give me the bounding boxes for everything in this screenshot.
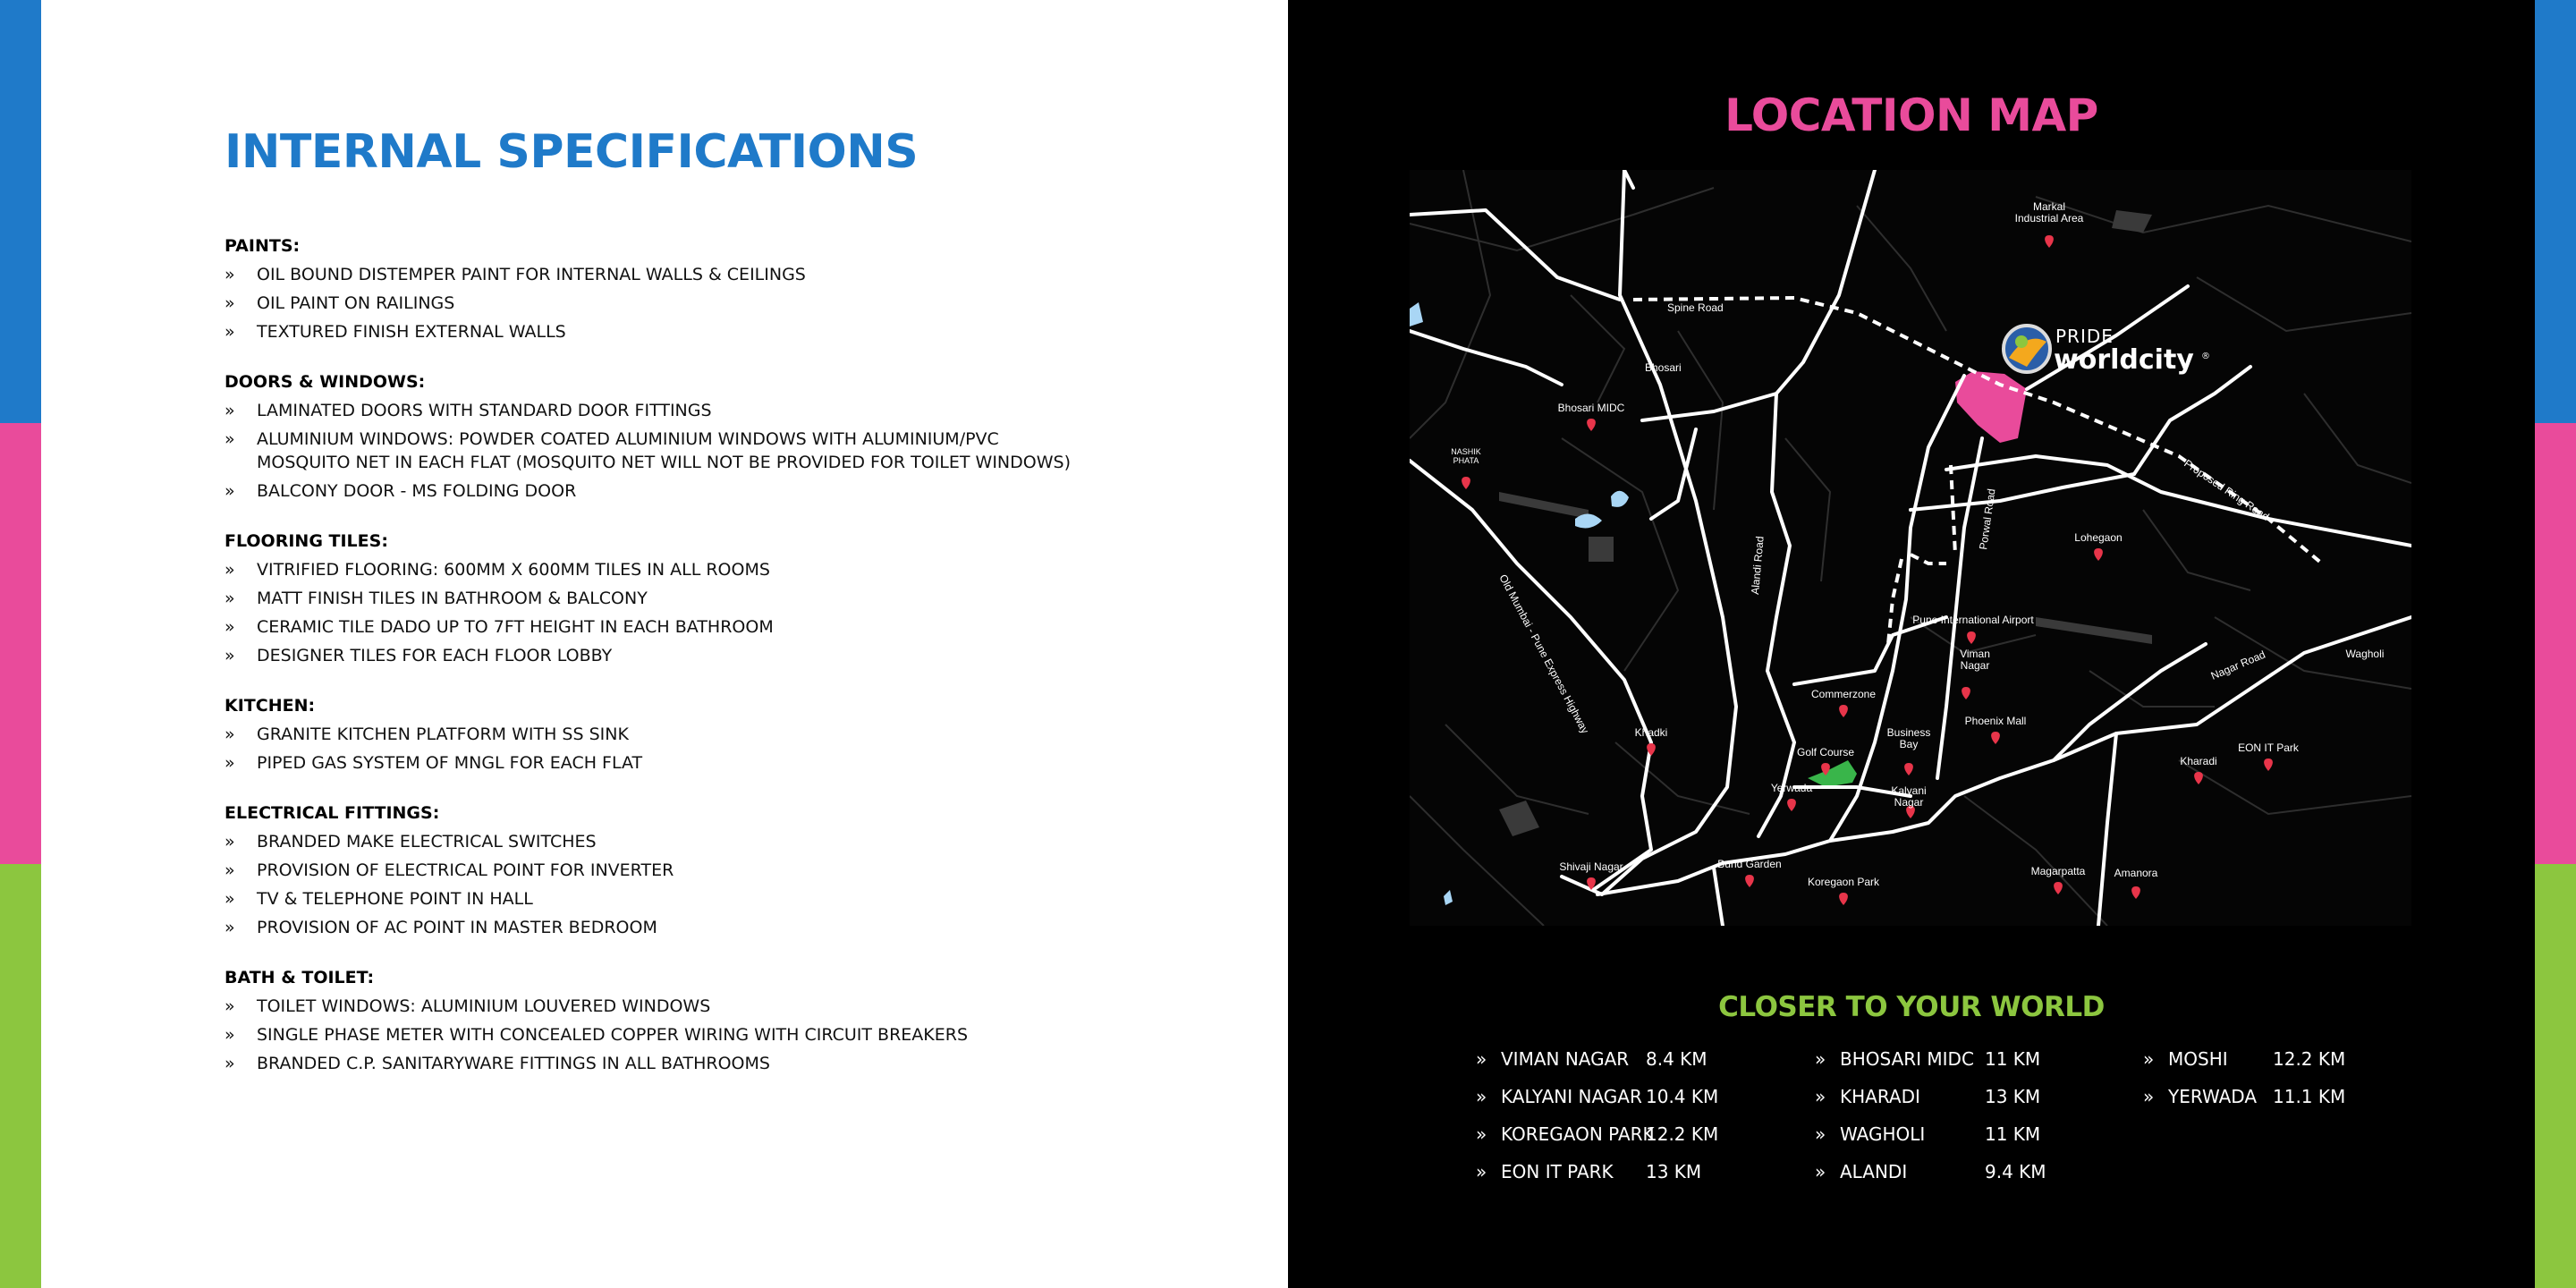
bullet-icon: » xyxy=(225,401,235,420)
closer-to-your-world-title: CLOSER TO YOUR WORLD xyxy=(1718,991,2105,1023)
place-label-viman: Viman Nagar xyxy=(1960,648,1990,672)
bullet-icon: » xyxy=(225,918,235,937)
spec-item-text: LAMINATED DOORS WITH STANDARD DOOR FITTINGS xyxy=(257,401,712,420)
alandi-road-label: Alandi Road xyxy=(1749,535,1767,596)
spec-item-text: TEXTURED FINISH EXTERNAL WALLS xyxy=(257,322,566,342)
bullet-icon: » xyxy=(225,560,235,580)
spec-item xyxy=(225,1023,1208,1046)
place-label-shivaji: Shivaji Nagar xyxy=(1559,860,1623,873)
bullet-icon: » xyxy=(225,753,235,773)
bullet-icon: » xyxy=(225,1054,235,1073)
place-label-bhosari-midc: Bhosari MIDC xyxy=(1557,402,1625,414)
distance-value: 11 KM xyxy=(1985,1123,2041,1145)
place-label-bund: Bund Garden xyxy=(1717,858,1782,870)
distance-place-name: KHARADI xyxy=(1840,1086,1920,1107)
location-map-title: LOCATION MAP xyxy=(1724,89,2098,141)
place-label-commerzone: Commerzone xyxy=(1810,688,1877,700)
old-mumbai-highway-label: Old Mumbai - Pune Express Highway xyxy=(1496,572,1592,736)
spec-item-text: BALCONY DOOR - MS FOLDING DOOR xyxy=(257,481,577,501)
distance-item xyxy=(1476,1085,1719,1108)
spine-road-label: Spine Road xyxy=(1667,301,1724,314)
spec-item xyxy=(225,320,1208,343)
distance-item xyxy=(1476,1123,1719,1146)
bullet-icon: » xyxy=(225,832,235,852)
spec-section-heading: ELECTRICAL FITTINGS: xyxy=(225,803,440,823)
spec-item xyxy=(225,1052,1208,1075)
distance-value: 8.4 KM xyxy=(1646,1048,1707,1070)
left-pink-bar xyxy=(0,423,41,864)
spec-item xyxy=(225,887,1208,911)
place-label-business-bay: Business Bay xyxy=(1886,726,1931,750)
spec-item-text: OIL PAINT ON RAILINGS xyxy=(257,293,455,313)
right-pink-bar xyxy=(2535,423,2576,864)
distance-place-name: MOSHI xyxy=(2168,1048,2228,1070)
distance-place-name: BHOSARI MIDC xyxy=(1840,1048,1974,1070)
spec-section xyxy=(225,694,1208,775)
distance-value: 13 KM xyxy=(1646,1161,1702,1182)
location-page xyxy=(1288,0,2535,1288)
distance-value: 12.2 KM xyxy=(2273,1048,2346,1070)
left-blue-bar xyxy=(0,0,41,423)
place-label-nashik: NASHIK PHATA xyxy=(1451,447,1481,465)
bullet-icon: » xyxy=(2143,1086,2155,1107)
distance-value: 11 KM xyxy=(1985,1048,2041,1070)
bullet-icon: » xyxy=(225,1025,235,1045)
spec-item-text: BRANDED C.P. SANITARYWARE FITTINGS IN ALL BATHROOMS xyxy=(257,1054,770,1073)
bullet-icon: » xyxy=(225,265,235,284)
spec-item xyxy=(225,587,1208,610)
distance-place-name: KALYANI NAGAR xyxy=(1501,1086,1642,1107)
distance-item xyxy=(1815,1160,2046,1183)
place-label-bhosari: Bhosari xyxy=(1645,361,1682,374)
bullet-icon: » xyxy=(1815,1048,1826,1070)
distance-place-name: VIMAN NAGAR xyxy=(1501,1048,1630,1070)
distance-value: 10.4 KM xyxy=(1646,1086,1719,1107)
spec-section xyxy=(225,801,1208,939)
distance-item xyxy=(1476,1047,1707,1071)
place-label-airport: Pune International Airport xyxy=(1912,614,2034,626)
place-label-lohegaon: Lohegaon xyxy=(2074,531,2123,544)
spec-item-text: SINGLE PHASE METER WITH CONCEALED COPPER WIRING WITH CIRCUIT BREAKERS xyxy=(257,1025,969,1045)
spec-item-text: PROVISION OF ELECTRICAL POINT FOR INVERTER xyxy=(257,860,674,880)
distance-place-name: WAGHOLI xyxy=(1840,1123,1926,1145)
place-label-kalyani: Kalyani Nagar xyxy=(1891,784,1927,809)
spec-section xyxy=(225,234,1208,343)
spec-item-text: OIL BOUND DISTEMPER PAINT FOR INTERNAL WALLS & CEILINGS xyxy=(257,265,806,284)
spec-item-text: PROVISION OF AC POINT IN MASTER BEDROOM xyxy=(257,918,657,937)
globe-highlight-icon xyxy=(2015,335,2028,348)
distance-item xyxy=(1815,1085,2041,1108)
spec-item-text: TOILET WINDOWS: ALUMINIUM LOUVERED WINDOWS xyxy=(257,996,711,1016)
place-label-yerwada: Yerwada xyxy=(1770,782,1813,794)
spec-item xyxy=(225,292,1208,315)
spec-section xyxy=(225,370,1208,503)
distance-item xyxy=(1815,1123,2041,1146)
spec-item xyxy=(225,830,1208,853)
bullet-icon: » xyxy=(1476,1048,1487,1070)
bullet-icon: » xyxy=(225,889,235,909)
distance-item xyxy=(2143,1047,2346,1071)
distance-place-name: EON IT PARK xyxy=(1501,1161,1614,1182)
distance-item xyxy=(2143,1085,2346,1108)
spec-item-text: CERAMIC TILE DADO UP TO 7FT HEIGHT IN EACH BATHROOM xyxy=(257,617,774,637)
left-green-bar xyxy=(0,864,41,1288)
spec-item xyxy=(225,558,1208,581)
place-label-markal: Markal Industrial Area xyxy=(2014,200,2084,225)
spec-item-text: GRANITE KITCHEN PLATFORM WITH SS SINK xyxy=(257,724,629,744)
spec-item xyxy=(225,428,1208,474)
spec-item-text: VITRIFIED FLOORING: 600MM X 600MM TILES IN ALL ROOMS xyxy=(257,560,770,580)
specifications-page xyxy=(41,0,1288,1288)
bullet-icon: » xyxy=(1476,1161,1487,1182)
bullet-icon: » xyxy=(1476,1123,1487,1145)
spec-item xyxy=(225,479,1208,503)
bullet-icon: » xyxy=(225,322,235,342)
spec-item xyxy=(225,751,1208,775)
specifications-title: INTERNAL SPECIFICATIONS xyxy=(225,125,919,179)
distance-value: 12.2 KM xyxy=(1646,1123,1719,1145)
bullet-icon: » xyxy=(225,293,235,313)
distance-item xyxy=(1815,1047,2041,1071)
bullet-icon: » xyxy=(225,429,235,449)
place-label-kharadi: Kharadi xyxy=(2180,755,2217,767)
spec-section xyxy=(225,966,1208,1075)
right-blue-bar xyxy=(2535,0,2576,423)
right-green-bar xyxy=(2535,864,2576,1288)
bullet-icon: » xyxy=(225,589,235,608)
place-label-wagholi: Wagholi xyxy=(2345,648,2385,660)
spec-item xyxy=(225,916,1208,939)
distance-value: 11.1 KM xyxy=(2273,1086,2346,1107)
bullet-icon: » xyxy=(225,724,235,744)
specifications-list xyxy=(225,234,1208,1102)
bullet-icon: » xyxy=(2143,1048,2155,1070)
bullet-icon: » xyxy=(225,860,235,880)
spec-item-text: DESIGNER TILES FOR EACH FLOOR LOBBY xyxy=(257,646,613,665)
logo-top-text: PRIDE xyxy=(2055,326,2114,347)
spec-item xyxy=(225,615,1208,639)
spec-section-heading: PAINTS: xyxy=(225,236,301,256)
spec-item-text: TV & TELEPHONE POINT IN HALL xyxy=(257,889,533,909)
logo-registered-mark: ® xyxy=(2201,352,2210,361)
spec-section-heading: KITCHEN: xyxy=(225,696,316,716)
bullet-icon: » xyxy=(225,481,235,501)
porwal-road-label: Porwal Road xyxy=(1977,487,1998,551)
spec-item xyxy=(225,399,1208,422)
place-label-amanora: Amanora xyxy=(2114,867,2158,879)
bullet-icon: » xyxy=(225,617,235,637)
bullet-icon: » xyxy=(1815,1123,1826,1145)
place-label-magarpatta: Magarpatta xyxy=(2030,865,2086,877)
place-label-koregaon: Koregaon Park xyxy=(1807,876,1880,888)
spec-item-text: PIPED GAS SYSTEM OF MNGL FOR EACH FLAT xyxy=(257,753,643,773)
distance-place-name: ALANDI xyxy=(1840,1161,1908,1182)
location-map xyxy=(1410,170,2411,926)
logo-main-text: worldcity xyxy=(2054,344,2194,376)
spec-section xyxy=(225,530,1208,667)
distance-item xyxy=(1476,1160,1702,1183)
bullet-icon: » xyxy=(225,996,235,1016)
place-label-khadki: Khadki xyxy=(1634,726,1668,739)
distance-value: 9.4 KM xyxy=(1985,1161,2046,1182)
spec-item xyxy=(225,723,1208,746)
place-label-golf: Golf Course xyxy=(1796,746,1855,758)
spec-section-heading: FLOORING TILES: xyxy=(225,531,388,551)
spec-section-heading: DOORS & WINDOWS: xyxy=(225,372,426,392)
place-label-eon: EON IT Park xyxy=(2238,741,2299,754)
spec-item xyxy=(225,263,1208,286)
nagar-road-label: Nagar Road xyxy=(2208,648,2267,682)
spec-item xyxy=(225,859,1208,882)
spec-item-text: MATT FINISH TILES IN BATHROOM & BALCONY xyxy=(257,589,648,608)
bullet-icon: » xyxy=(1815,1161,1826,1182)
place-label-phoenix: Phoenix Mall xyxy=(1964,715,2027,727)
distance-value: 13 KM xyxy=(1985,1086,2041,1107)
spec-item xyxy=(225,644,1208,667)
spec-section-heading: BATH & TOILET: xyxy=(225,968,375,987)
spec-item-text: ALUMINIUM WINDOWS: POWDER COATED ALUMINIUM WINDOWS WITH ALUMINIUM/PVC MOSQUITO NET IN EACH FLAT (MOSQUITO NET WILL NOT BE PROVIDED FOR TOILET WINDOWS) xyxy=(257,429,1071,472)
bullet-icon: » xyxy=(1476,1086,1487,1107)
ring-road-label: Proposed Ring Road xyxy=(2182,456,2272,523)
spec-item xyxy=(225,995,1208,1018)
bullet-icon: » xyxy=(225,646,235,665)
distance-place-name: YERWADA xyxy=(2168,1086,2258,1107)
distance-place-name: KOREGAON PARK xyxy=(1501,1123,1655,1145)
bullet-icon: » xyxy=(1815,1086,1826,1107)
spec-item-text: BRANDED MAKE ELECTRICAL SWITCHES xyxy=(257,832,597,852)
